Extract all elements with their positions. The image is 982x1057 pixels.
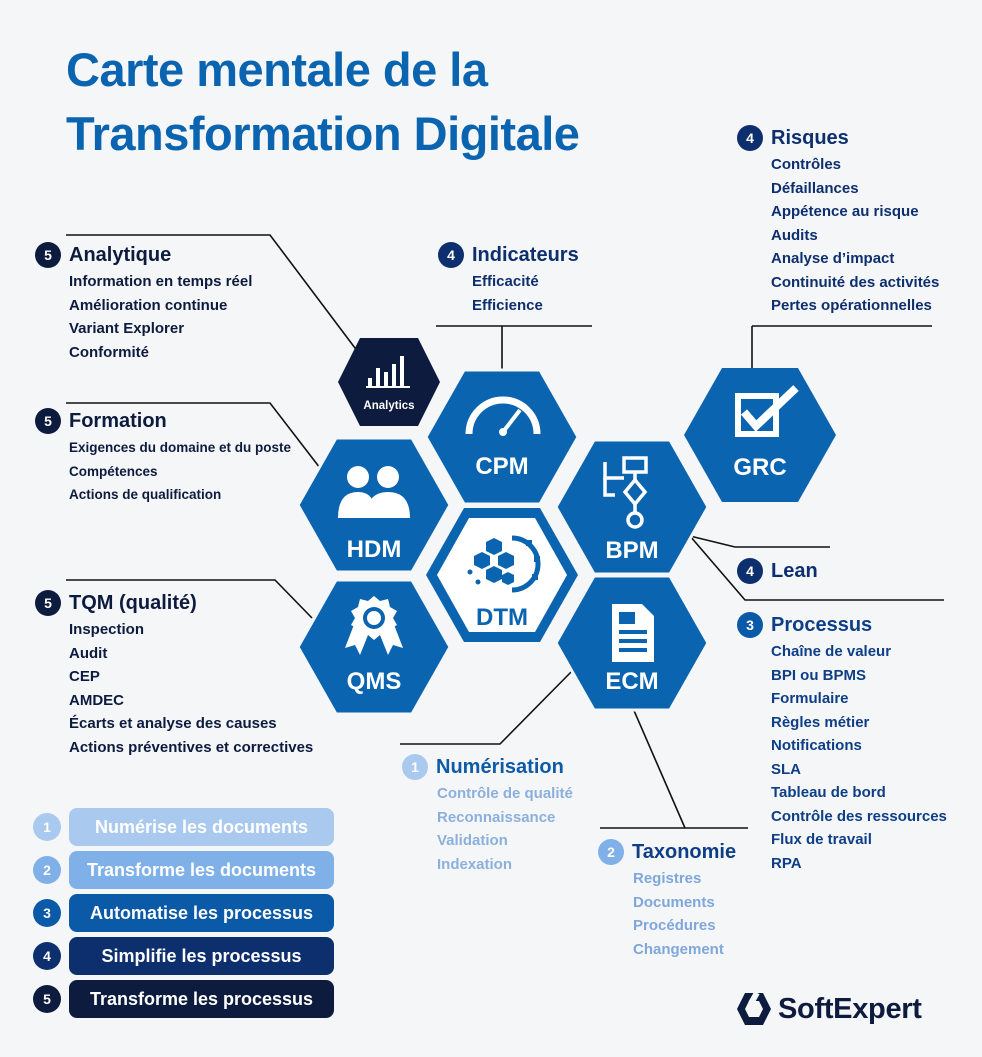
group-formation	[35, 406, 291, 507]
legend	[33, 808, 334, 1023]
list-item: Indexation	[437, 855, 513, 873]
group-risques	[737, 123, 939, 318]
group-analytique	[35, 240, 252, 364]
numerisation-list	[437, 782, 573, 876]
hex-cpm-label: CPM	[475, 453, 529, 480]
list-item: Règles métier	[771, 713, 870, 731]
connector-taxonomie	[600, 706, 748, 828]
analytique-number-badge: 5	[35, 242, 61, 268]
taxonomie-list	[633, 867, 736, 961]
hex-bpm-label: BPM	[605, 537, 659, 564]
formation-number-badge: 5	[35, 408, 61, 434]
legend-label: Transforme les documents	[69, 851, 334, 889]
legend-row	[33, 937, 334, 975]
hex-grc-label: GRC	[733, 454, 787, 481]
list-item: Défaillances	[771, 179, 859, 197]
list-item: Conformité	[69, 343, 149, 361]
group-processus	[737, 610, 947, 875]
title-line-1: Carte mentale de la	[66, 43, 488, 96]
legend-number: 5	[33, 985, 61, 1013]
hex-hdm-label: HDM	[346, 536, 402, 563]
processus-number-badge: 3	[737, 612, 763, 638]
list-item: Registres	[633, 870, 702, 887]
analytique-list	[69, 270, 252, 364]
list-item: Information en temps réel	[69, 273, 253, 290]
legend-label: Simplifie les processus	[69, 937, 334, 975]
hex-dtm-label: DTM	[476, 604, 528, 631]
list-item: Validation	[437, 832, 508, 849]
hex-grc[interactable]	[684, 368, 836, 502]
hex-analytics[interactable]	[338, 338, 440, 426]
brand-name: SoftExpert	[778, 992, 922, 1025]
hex-qms[interactable]	[298, 580, 450, 714]
legend-number: 1	[33, 813, 61, 841]
indicateurs-number-badge: 4	[438, 242, 464, 268]
legend-row	[33, 851, 334, 889]
group-lean	[737, 556, 818, 586]
legend-row	[33, 808, 334, 846]
list-item: BPI ou BPMS	[771, 666, 867, 684]
legend-label: Automatise les processus	[69, 894, 334, 932]
list-item: Exigences du domaine et du poste	[69, 440, 292, 455]
processus-title: Processus	[771, 613, 873, 636]
list-item: Variant Explorer	[69, 320, 185, 337]
legend-number: 4	[33, 942, 61, 970]
list-item: Flux de travail	[771, 831, 872, 848]
list-item: Efficacité	[472, 273, 539, 290]
document-icon	[612, 604, 654, 662]
list-item: Compétences	[69, 463, 158, 479]
taxonomie-number-badge: 2	[598, 839, 624, 865]
hex-hdm[interactable]	[298, 438, 450, 572]
tqm-number-badge: 5	[35, 590, 61, 616]
list-item: Tableau de bord	[771, 784, 886, 801]
list-item: Changement	[633, 940, 724, 958]
list-item: Notifications	[771, 737, 862, 754]
hex-analytics-label: Analytics	[363, 400, 415, 412]
softexpert-logo-icon	[736, 992, 772, 1026]
list-item: RPA	[771, 854, 802, 872]
list-item: Écarts et analyse des causes	[69, 715, 277, 732]
softexpert-logo	[736, 992, 922, 1026]
numerisation-number-badge: 1	[402, 754, 428, 780]
hex-ecm[interactable]	[556, 576, 708, 710]
indicateurs-list	[472, 270, 579, 317]
list-item: Continuité des activités	[771, 273, 940, 291]
list-item: Chaîne de valeur	[771, 643, 892, 660]
connector-lean	[690, 536, 830, 547]
list-item: Audit	[69, 644, 108, 662]
legend-number: 3	[33, 899, 61, 927]
lean-title: Lean	[771, 559, 818, 582]
group-indicateurs	[438, 240, 579, 317]
list-item: SLA	[771, 760, 801, 778]
list-item: Contrôle des ressources	[771, 807, 947, 825]
legend-row	[33, 980, 334, 1018]
hex-ecm-label: ECM	[605, 668, 659, 695]
list-item: Amélioration continue	[69, 296, 228, 314]
list-item: Pertes opérationnelles	[771, 297, 932, 314]
legend-number: 2	[33, 856, 61, 884]
tqm-list	[69, 618, 313, 759]
list-item: Actions préventives et correctives	[69, 738, 314, 756]
analytique-title: Analytique	[69, 243, 172, 266]
list-item: Audits	[771, 226, 818, 244]
list-item: Procédures	[633, 917, 716, 934]
risques-title: Risques	[771, 126, 849, 149]
list-item: Documents	[633, 893, 715, 911]
list-item: Contrôle de qualité	[437, 785, 573, 802]
list-item: Reconnaissance	[437, 808, 556, 826]
hex-dtm[interactable]	[426, 508, 578, 642]
group-taxonomie	[598, 837, 736, 961]
list-item: Actions de qualification	[69, 487, 222, 502]
list-item: Formulaire	[771, 690, 849, 707]
list-item: Contrôles	[771, 156, 842, 173]
indicateurs-title: Indicateurs	[472, 243, 579, 266]
taxonomie-title: Taxonomie	[632, 840, 737, 863]
risques-number-badge: 4	[737, 125, 763, 151]
hex-bpm[interactable]	[556, 440, 708, 574]
list-item: Appétence au risque	[771, 203, 919, 220]
tqm-title: TQM (qualité)	[69, 591, 197, 614]
legend-label: Transforme les processus	[69, 980, 334, 1018]
list-item: Inspection	[69, 621, 145, 638]
processus-list	[771, 640, 947, 875]
lean-number-badge: 4	[737, 558, 763, 584]
formation-title: Formation	[69, 409, 167, 432]
title-line-2: Transformation Digitale	[66, 107, 580, 160]
hex-cpm[interactable]	[426, 370, 578, 504]
list-item: Analyse d’impact	[771, 250, 895, 267]
group-numerisation	[402, 752, 573, 876]
list-item: CEP	[69, 668, 100, 685]
formation-list	[69, 436, 291, 507]
list-item: AMDEC	[69, 691, 124, 709]
legend-label: Numérise les documents	[69, 808, 334, 846]
risques-list	[771, 153, 939, 318]
list-item: Efficience	[472, 296, 543, 314]
legend-row	[33, 894, 334, 932]
hex-qms-label: QMS	[346, 668, 402, 695]
numerisation-title: Numérisation	[436, 755, 564, 778]
group-tqm	[35, 588, 313, 759]
